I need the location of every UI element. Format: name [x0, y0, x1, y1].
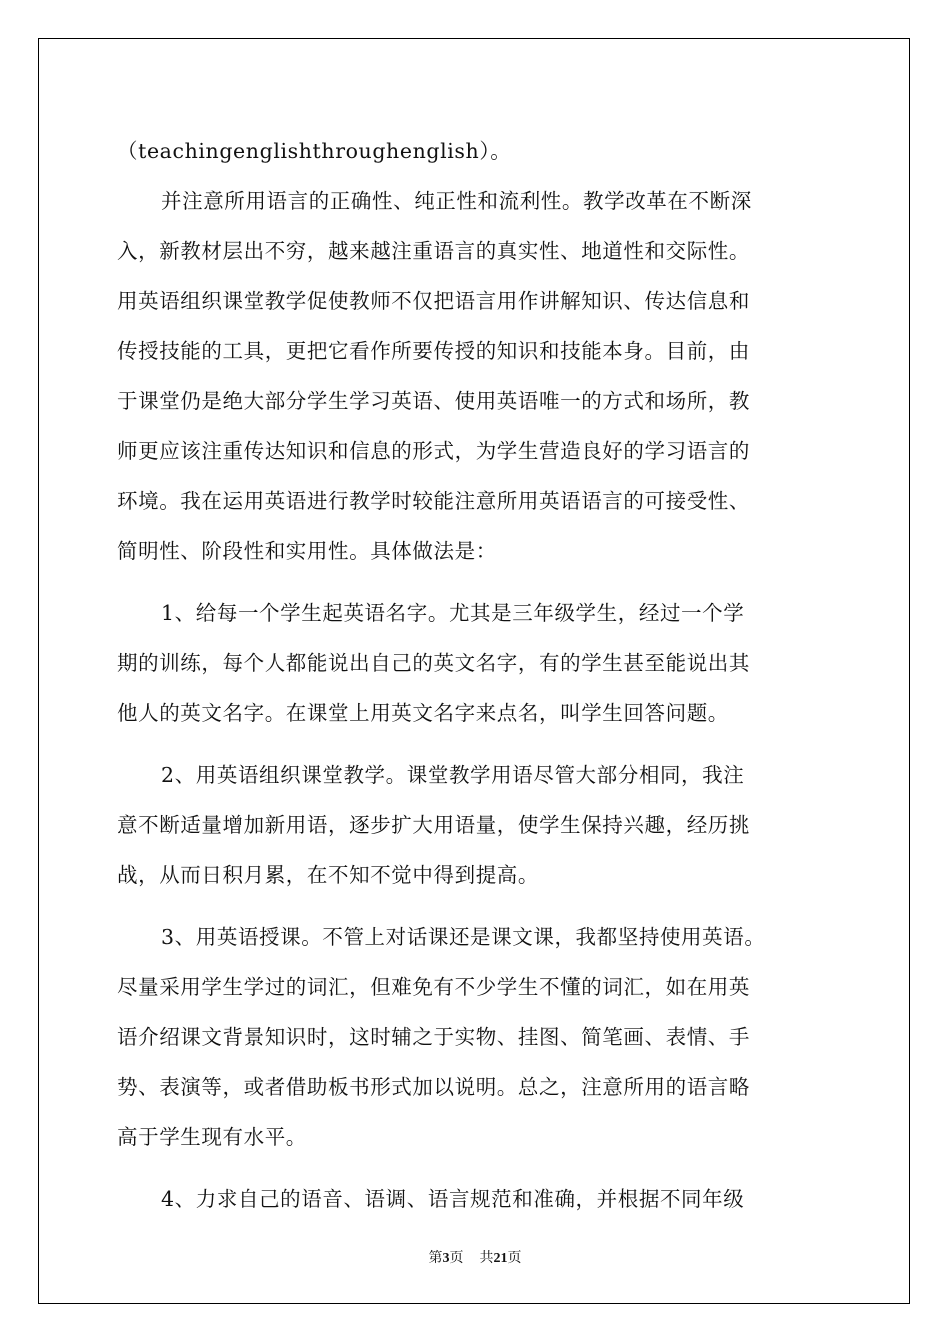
text-line: 传授技能的工具，更把它看作所要传授的知识和技能本身。目前，由	[117, 339, 750, 363]
text-line: 意不断适量增加新用语，逐步扩大用语量，使学生保持兴趣，经历挑	[117, 813, 750, 837]
text-line: 期的训练，每个人都能说出自己的英文名字，有的学生甚至能说出其	[117, 651, 750, 675]
text-line: 师更应该注重传达知识和信息的形式，为学生营造良好的学习语言的	[117, 439, 750, 463]
text-line: 高于学生现有水平。	[117, 1125, 307, 1149]
text-line: 他人的英文名字。在课堂上用英文名字来点名，叫学生回答问题。	[117, 701, 729, 725]
paragraph-start: 并注意所用语言的正确性、纯正性和流利性。教学改革在不断深	[161, 189, 752, 213]
total-prefix: 共	[479, 1251, 494, 1266]
total-suffix: 页	[507, 1251, 522, 1266]
text-line: 于课堂仍是绝大部分学生学习英语、使用英语唯一的方式和场所，教	[117, 389, 750, 413]
text-line: 简明性、阶段性和实用性。具体做法是：	[117, 539, 497, 563]
text-line: 环境。我在运用英语进行教学时较能注意所用英语语言的可接受性、	[117, 489, 750, 513]
page-total: 21	[493, 1251, 508, 1266]
text-line: （teachingenglishthroughenglish）。	[117, 139, 512, 163]
document-body	[117, 126, 839, 1224]
text-line: 入，新教材层出不穷，越来越注重语言的真实性、地道性和交际性。	[117, 239, 750, 263]
paragraph-start: 2、用英语组织课堂教学。课堂教学用语尽管大部分相同，我注	[161, 763, 745, 787]
paragraph-start: 4、力求自己的语音、语调、语言规范和准确，并根据不同年级	[161, 1187, 745, 1211]
page-current: 3	[442, 1251, 450, 1266]
page-footer	[0, 1247, 950, 1267]
page-suffix: 页	[449, 1251, 464, 1266]
text-line: 战，从而日积月累，在不知不觉中得到提高。	[117, 863, 539, 887]
paragraph-start: 1、给每一个学生起英语名字。尤其是三年级学生，经过一个学	[161, 601, 745, 625]
text-line: 尽量采用学生学过的词汇，但难免有不少学生不懂的词汇，如在用英	[117, 975, 750, 999]
text-line: 语介绍课文背景知识时，这时辅之于实物、挂图、简笔画、表情、手	[117, 1025, 750, 1049]
text-line: 势、表演等，或者借助板书形式加以说明。总之，注意所用的语言略	[117, 1075, 750, 1099]
paragraph-start: 3、用英语授课。不管上对话课还是课文课，我都坚持使用英语。	[161, 925, 766, 949]
page-prefix: 第	[428, 1251, 443, 1266]
text-line: 用英语组织课堂教学促使教师不仅把语言用作讲解知识、传达信息和	[117, 289, 750, 313]
